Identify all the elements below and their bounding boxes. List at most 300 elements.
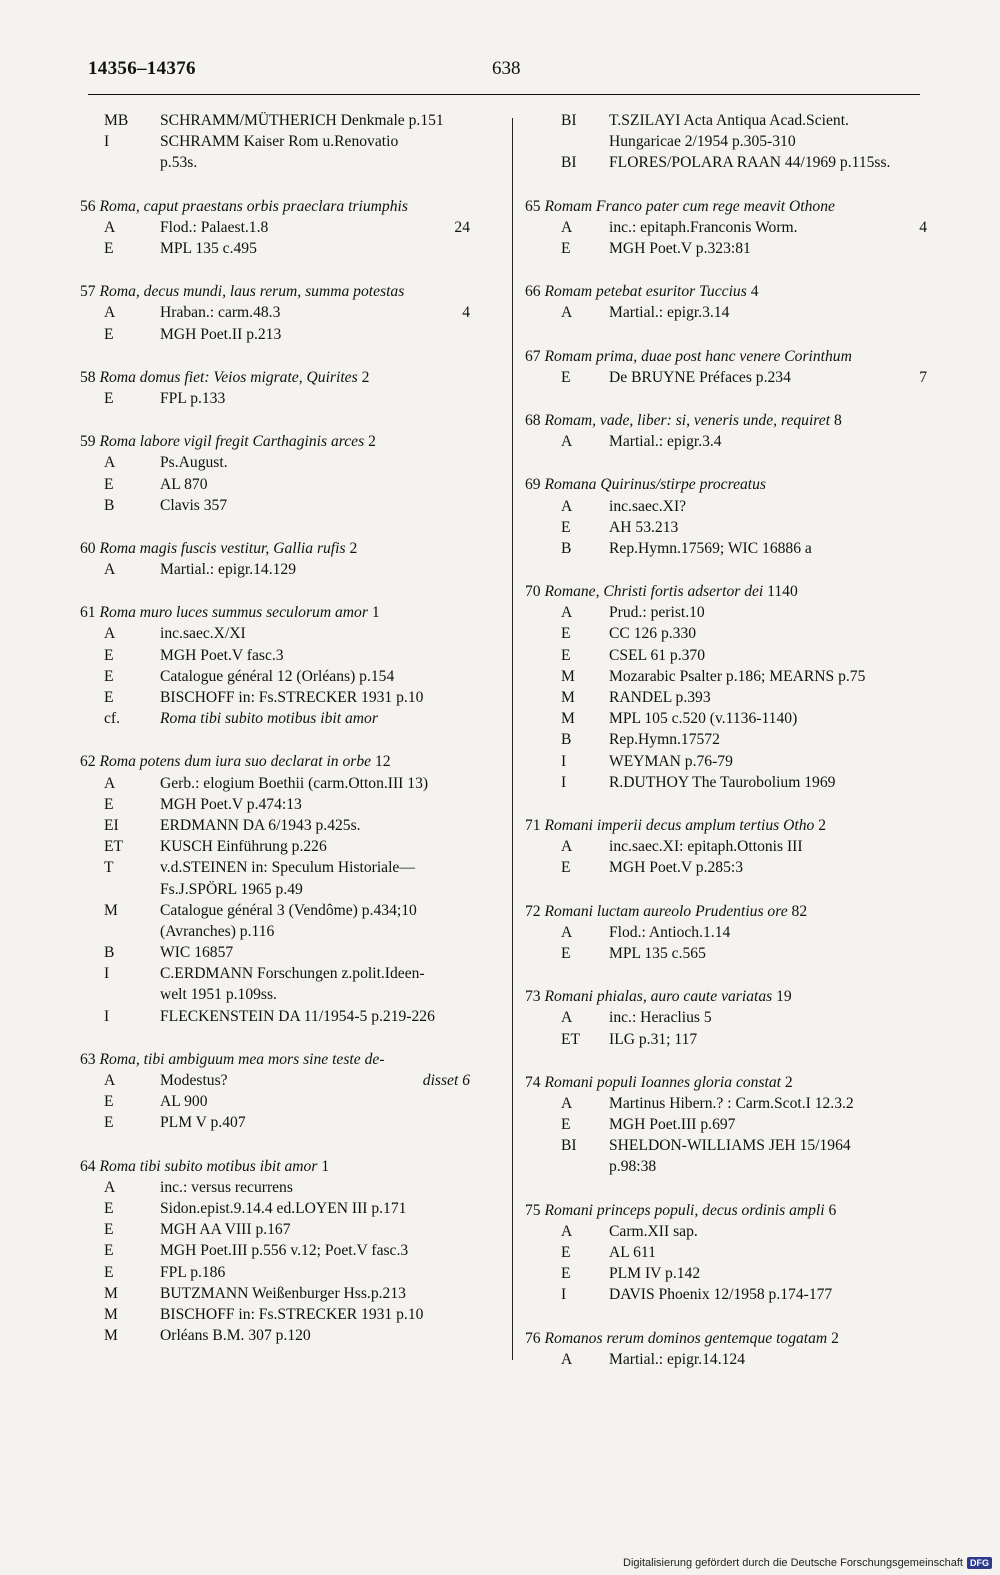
entry [525,581,963,793]
reference-text: inc.: Heraclius 5 [609,1009,712,1027]
reference-text: Flod.: Palaest.1.8 [160,218,269,236]
reference-line [80,857,506,878]
verse-count: 2 [349,539,358,557]
entry [525,815,963,879]
reference-code: A [104,1178,116,1196]
reference-line [80,645,506,666]
entry-incipit: Roma, tibi ambiguum mea mors sine teste de- [99,1050,385,1068]
entry-number: 76 [525,1329,541,1347]
reference-code: A [561,923,573,941]
reference-text: CSEL 61 p.370 [609,646,706,664]
reference-text: SCHRAMM/MÜTHERICH Denkmale p.151 [160,112,444,129]
verse-count: 2 [818,816,827,834]
reference-text: Prud.: perist.10 [609,604,705,622]
verse-count: 4 [750,283,759,301]
entry-number: 62 [80,753,96,771]
reference-text: WIC 16857 [160,944,234,962]
entry-incipit: Romana Quirinus/stirpe procreatus [544,476,766,494]
reference-text: SCHRAMM Kaiser Rom u.Renovatio [160,133,399,151]
reference-code: B [104,944,115,962]
reference-text: MGH Poet.III p.556 v.12; Poet.V fasc.3 [160,1242,409,1260]
reference-line [525,857,963,878]
reference-text: CC 126 p.330 [609,625,697,643]
entry-heading [80,281,506,302]
verse-count: 8 [833,411,842,429]
entry-incipit: Romani imperii decus amplum tertius Otho [544,816,815,834]
reference-code: MB [104,112,129,129]
reference-text: MGH Poet.V p.323:81 [609,239,751,257]
reference-line [80,474,506,495]
reference-code: BI [561,1137,577,1155]
reference-text: Fs.J.SPÖRL 1965 p.49 [160,880,303,898]
entry-incipit: Romam, vade, liber: si, veneris unde, requiret [544,411,831,429]
reference-line [525,538,963,559]
entry-heading [80,1156,506,1177]
reference-line [525,431,963,452]
reference-text: RANDEL p.393 [609,689,711,707]
entry-number: 72 [525,902,541,920]
reference-code: A [104,454,116,472]
entry-heading [525,815,963,836]
verse-count: 2 [361,368,370,386]
reference-code: E [104,667,114,685]
reference-text: C.ERDMANN Forschungen z.polit.Ideen- [160,965,425,983]
line-suffix: 7 [919,368,927,386]
entry-heading [525,346,963,367]
footer-credit: Digitalisierung gefördert durch die Deutsche Forschungsgemeinschaft [623,1557,963,1569]
entry-number: 75 [525,1201,541,1219]
entry-number: 61 [80,604,96,622]
verse-count: 12 [374,753,391,771]
reference-code: E [104,1114,114,1132]
reference-code: I [561,752,567,770]
reference-code: E [561,518,571,536]
reference-line [525,496,963,517]
entry-heading [80,538,506,559]
reference-text: PLM V p.407 [160,1114,246,1132]
reference-text: Modestus? [160,1072,228,1090]
reference-text: MPL 135 c.565 [609,944,706,962]
entry [525,410,963,452]
entry-incipit: Roma domus fiet: Veios migrate, Quirites [99,368,358,386]
reference-code: I [104,1007,110,1025]
entry-incipit: Romani populi Ioannes gloria constat [544,1073,781,1091]
reference-code: A [561,433,573,451]
entry-incipit: Romam petebat esuritor Tuccius [544,283,747,301]
entry-heading [80,1049,506,1070]
entry-number: 59 [80,433,96,451]
reference-line [525,729,963,750]
entry-number: 63 [80,1050,96,1068]
reference-code: I [104,133,110,151]
reference-code: A [561,1350,573,1368]
entry [525,346,963,388]
entry [525,1072,963,1178]
reference-line [80,302,506,323]
reference-line [80,1262,506,1283]
reference-line [80,1325,506,1346]
reference-code: E [561,1265,571,1283]
reference-text: Carm.XII sap. [609,1222,698,1240]
reference-code: B [561,731,572,749]
entry [80,281,506,345]
reference-code: E [104,1221,114,1239]
reference-code: A [561,604,573,622]
reference-line [525,217,963,238]
reference-code: M [561,667,575,685]
reference-line [80,1091,506,1112]
reference-line [80,131,506,152]
reference-line [80,388,506,409]
verse-count: 6 [828,1201,837,1219]
reference-code: E [561,625,571,643]
reference-line [525,836,963,857]
verse-count: 2 [368,433,376,451]
reference-code: E [104,1093,114,1111]
entry-number: 68 [525,411,541,429]
entry-heading [525,1200,963,1221]
entry-incipit: Romam Franco pater cum rege meavit Othone [544,197,835,215]
reference-line [80,1112,506,1133]
reference-code: A [561,218,573,236]
reference-line [525,1284,963,1305]
reference-code: E [104,239,114,257]
entry-incipit: Romane, Christi fortis adsertor dei [544,583,764,601]
reference-text: Sidon.epist.9.14.4 ed.LOYEN III p.171 [160,1200,407,1218]
entry-incipit: Romanos rerum dominos gentemque togatam [544,1329,828,1347]
reference-text: BISCHOFF in: Fs.STRECKER 1931 p.10 [160,689,424,707]
reference-line [80,1219,506,1240]
entry-heading [525,986,963,1007]
line-suffix: 4 [462,304,470,322]
reference-text: Roma tibi subito motibus ibit amor [160,710,378,728]
entry [525,1200,963,1306]
page-number: 638 [492,58,521,79]
reference-code: E [104,1242,114,1260]
entry [80,110,506,174]
reference-code: T [104,859,114,877]
entry-incipit: Romam prima, duae post hanc venere Corinthum [544,347,852,365]
reference-line [80,773,506,794]
reference-line [525,1029,963,1050]
reference-line [80,687,506,708]
reference-text: ERDMANN DA 6/1943 p.425s. [160,816,361,834]
reference-line [525,1114,963,1135]
entry-heading [525,581,963,602]
reference-text: Martinus Hibern.? : Carm.Scot.I 12.3.2 [609,1094,854,1112]
reference-line [525,238,963,259]
reference-line [80,452,506,473]
reference-line [80,836,506,857]
reference-code: A [104,774,116,792]
reference-text: ILG p.31; 117 [609,1030,698,1048]
verse-count: 19 [776,988,792,1006]
reference-code: A [561,838,573,856]
reference-line [525,1135,963,1156]
line-suffix: 4 [919,218,927,236]
reference-line [80,942,506,963]
reference-text: inc.: epitaph.Franconis Worm. [609,218,798,236]
entry-heading [525,1072,963,1093]
right-column [525,110,963,1392]
reference-text: KUSCH Einführung p.226 [160,838,327,856]
reference-code: A [561,304,573,322]
entry-incipit: Roma tibi subito motibus ibit amor [99,1157,318,1175]
reference-text: MGH Poet.V fasc.3 [160,646,284,664]
column-divider [512,118,513,1360]
reference-line [80,1240,506,1261]
entry-heading [80,431,506,452]
reference-text: MGH Poet.III p.697 [609,1116,736,1134]
reference-line [80,559,506,580]
entry [525,901,963,965]
entry-number: 64 [80,1157,96,1175]
reference-text: BUTZMANN Weißenburger Hss.p.213 [160,1284,406,1302]
reference-text: inc.saec.XI: epitaph.Ottonis III [609,838,803,856]
reference-code: B [561,539,572,557]
reference-text: MPL 135 c.495 [160,239,257,257]
reference-code: cf. [104,710,121,728]
reference-line [525,687,963,708]
entry-heading [525,474,963,495]
reference-text: Martial.: epigr.14.124 [609,1350,745,1368]
reference-line [525,302,963,323]
reference-text: AL 611 [609,1244,656,1262]
reference-line [525,1263,963,1284]
footer [623,1557,992,1569]
reference-code: E [104,646,114,664]
entry-incipit: Roma potens dum iura suo declarat in orbe [99,753,372,771]
reference-text: Gerb.: elogium Boethii (carm.Otton.III 13) [160,774,429,792]
reference-text: FLORES/POLARA RAAN 44/1969 p.115ss. [609,154,891,172]
reference-line [80,324,506,345]
reference-line [525,110,963,131]
reference-text: PLM IV p.142 [609,1265,701,1283]
reference-code: A [104,625,116,643]
entry [525,281,963,323]
entry-heading [525,410,963,431]
reference-text: Hungaricae 2/1954 p.305-310 [609,133,796,151]
entry-incipit: Romani phialas, auro caute variatas [544,988,773,1006]
entry [80,367,506,409]
entry-incipit: Roma, caput praestans orbis praeclara triumphis [99,197,408,215]
reference-line [525,1093,963,1114]
reference-line [525,131,963,152]
reference-text: Catalogue général 3 (Vendôme) p.434;10 [160,901,417,919]
reference-text: SHELDON-WILLIAMS JEH 15/1964 [609,1137,851,1155]
entry-heading [525,281,963,302]
reference-text: AL 870 [160,475,208,493]
reference-text: Ps.August. [160,454,228,472]
dfg-logo: DFG [967,1557,992,1569]
reference-text: T.SZILAYI Acta Antiqua Acad.Scient. [609,112,849,129]
reference-code: A [561,1222,573,1240]
reference-line [80,1198,506,1219]
reference-line [80,1304,506,1325]
entry [525,986,963,1050]
reference-code: I [561,1286,567,1304]
entry-incipit: Roma labore vigil fregit Carthaginis arces [99,433,365,451]
reference-code: E [104,689,114,707]
reference-text: Martial.: epigr.3.4 [609,433,722,451]
reference-code: M [104,1305,118,1323]
entry-incipit: Roma magis fuscis vestitur, Gallia rufis [99,539,346,557]
reference-code: M [104,1327,118,1345]
reference-text: Catalogue général 12 (Orléans) p.154 [160,667,395,685]
reference-text: Flod.: Antioch.1.14 [609,923,731,941]
entry-number: 65 [525,197,541,215]
verse-count: 2 [784,1073,793,1091]
reference-text: WEYMAN p.76-79 [609,752,733,770]
reference-text: FPL p.133 [160,389,226,407]
reference-code: M [104,1284,118,1302]
reference-code: E [561,1244,571,1262]
reference-code: E [561,944,571,962]
verse-count: 1 [321,1157,330,1175]
entry-number: 56 [80,197,96,215]
reference-code: E [104,1200,114,1218]
reference-line [525,1221,963,1242]
verse-count: 2 [831,1329,839,1347]
line-suffix: disset 6 [422,1072,470,1090]
reference-code: A [104,561,116,579]
reference-text: inc.: versus recurrens [160,1178,293,1196]
reference-line [80,1177,506,1198]
reference-text: Clavis 357 [160,496,228,514]
reference-code: A [104,304,116,322]
entry-incipit: Romani princeps populi, decus ordinis ampli [544,1201,825,1219]
reference-text: (Avranches) p.116 [160,922,275,940]
reference-code: M [104,901,118,919]
reference-line [80,815,506,836]
reference-code: I [561,773,567,791]
reference-line [80,708,506,729]
reference-line [525,152,963,173]
reference-text: MGH Poet.V p.285:3 [609,859,744,877]
reference-code: E [561,646,571,664]
entry-number: 60 [80,539,96,557]
reference-line [80,963,506,984]
entry [80,1156,506,1347]
entry-incipit: Roma muro luces summus seculorum amor [99,604,368,622]
reference-code: E [104,1263,114,1281]
reference-text: Martial.: epigr.3.14 [609,304,730,322]
verse-count: 1140 [767,583,798,601]
reference-line [80,1283,506,1304]
entry-heading [525,901,963,922]
reference-line [525,1156,963,1177]
reference-text: FLECKENSTEIN DA 11/1954-5 p.219-226 [160,1007,435,1025]
reference-line [525,772,963,793]
entry-heading [80,602,506,623]
reference-text: DAVIS Phoenix 12/1958 p.174-177 [609,1286,833,1304]
reference-text: p.98:38 [609,1158,657,1176]
entry-number: 71 [525,816,541,834]
reference-code: B [104,496,115,514]
reference-code: A [561,1009,573,1027]
reference-code: M [561,710,575,728]
reference-text: v.d.STEINEN in: Speculum Historiale— [160,859,415,877]
reference-line [525,943,963,964]
reference-code: ET [561,1030,581,1048]
reference-line [525,517,963,538]
line-suffix: 24 [454,218,470,236]
reference-text: AH 53.213 [609,518,679,536]
entry-number: 58 [80,368,96,386]
reference-text: p.53s. [160,154,198,172]
reference-line [80,879,506,900]
reference-code: A [561,497,573,515]
reference-text: MGH AA VIII p.167 [160,1221,291,1239]
reference-line [525,367,963,388]
entry-incipit: Roma, decus mundi, laus rerum, summa potestas [99,283,405,301]
reference-text: R.DUTHOY The Taurobolium 1969 [609,773,836,791]
reference-code: E [104,795,114,813]
reference-code: EI [104,816,119,834]
reference-line [525,1349,963,1370]
verse-count: 82 [791,902,808,920]
reference-code: E [561,239,571,257]
reference-line [80,495,506,516]
reference-code: E [104,325,114,343]
reference-text: Martial.: epigr.14.129 [160,561,296,579]
reference-text: De BRUYNE Préfaces p.234 [609,368,791,386]
reference-line [80,1070,506,1091]
reference-code: E [561,368,571,386]
reference-text: MGH Poet.II p.213 [160,325,282,343]
reference-code: E [104,475,114,493]
reference-text: BISCHOFF in: Fs.STRECKER 1931 p.10 [160,1305,424,1323]
reference-line [80,666,506,687]
reference-text: Rep.Hymn.17569; WIC 16886 a [609,539,812,557]
reference-line [80,900,506,921]
reference-line [525,1007,963,1028]
entry-number: 69 [525,476,541,494]
reference-code: A [104,1072,116,1090]
entry-number: 70 [525,583,541,601]
reference-text: AL 900 [160,1093,208,1111]
reference-code: E [561,859,571,877]
reference-line [525,666,963,687]
reference-line [525,1242,963,1263]
reference-text: inc.saec.X/XI [160,625,246,643]
reference-code: A [104,218,116,236]
reference-line [80,623,506,644]
reference-code: BI [561,112,577,129]
reference-line [80,217,506,238]
entry-incipit: Romani luctam aureolo Prudentius ore [544,902,788,920]
reference-line [525,645,963,666]
entry [80,538,506,580]
entry [80,196,506,260]
reference-line [80,921,506,942]
reference-text: Mozarabic Psalter p.186; MEARNS p.75 [609,667,866,685]
entry [80,602,506,729]
reference-line [80,110,506,131]
reference-line [80,152,506,173]
reference-code: I [104,965,110,983]
entry-number: 73 [525,988,541,1006]
entry [80,431,506,516]
reference-line [525,708,963,729]
entry [525,110,963,174]
reference-line [525,623,963,644]
entry [525,1328,963,1370]
entry [80,751,506,1026]
entry-heading [80,367,506,388]
reference-code: ET [104,838,124,856]
entry-number: 66 [525,283,541,301]
